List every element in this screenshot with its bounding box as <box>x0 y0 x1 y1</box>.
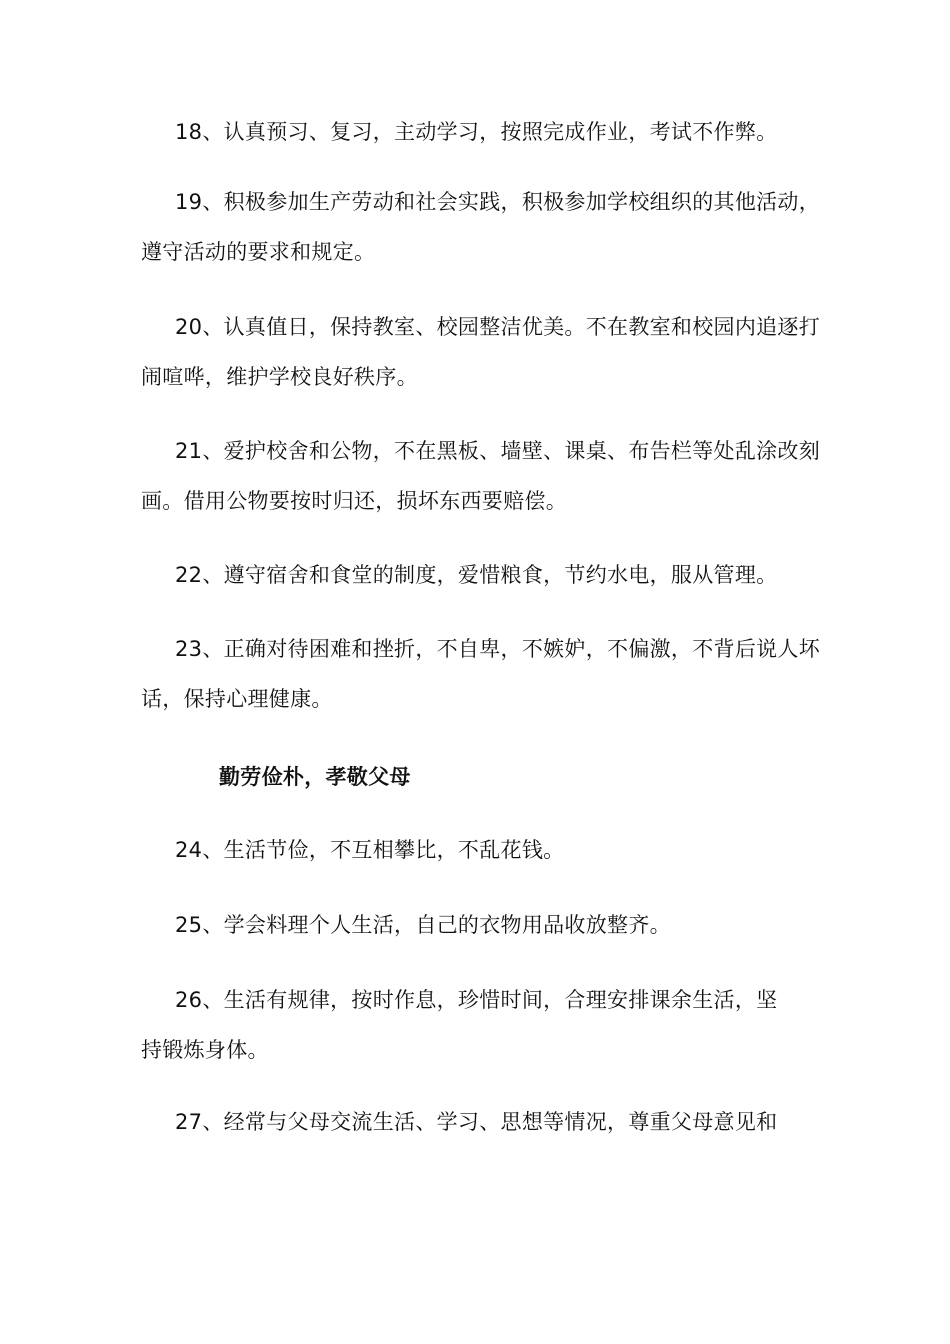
item-22-line-1: 22、遵守宿舍和食堂的制度，爱惜粮食，节约水电，服从管理。 <box>175 563 778 587</box>
item-20-line-2: 闹喧哗，维护学校良好秩序。 <box>141 365 418 389</box>
item-21-line-2: 画。借用公物要按时归还，损坏东西要赔偿。 <box>141 489 567 513</box>
item-19-line-2: 遵守活动的要求和规定。 <box>141 240 376 264</box>
item-19-line-1: 19、积极参加生产劳动和社会实践，积极参加学校组织的其他活动， <box>175 190 821 214</box>
item-20-line-1: 20、认真值日，保持教室、校园整洁优美。不在教室和校园内追逐打 <box>175 315 821 339</box>
item-25-line-1: 25、学会料理个人生活，自己的衣物用品收放整齐。 <box>175 913 671 937</box>
item-18-line-1: 18、认真预习、复习，主动学习，按照完成作业，考试不作弊。 <box>175 120 778 144</box>
item-27-line-1: 27、经常与父母交流生活、学习、思想等情况，尊重父母意见和 <box>175 1110 778 1134</box>
item-23-line-1: 23、正确对待困难和挫折，不自卑，不嫉妒，不偏激，不背后说人坏 <box>175 637 821 661</box>
item-26-line-2: 持锻炼身体。 <box>141 1038 269 1062</box>
item-26-line-1: 26、生活有规律，按时作息，珍惜时间，合理安排课余生活，坚 <box>175 988 778 1012</box>
item-23-line-2: 话，保持心理健康。 <box>141 687 333 711</box>
item-24-line-1: 24、生活节俭，不互相攀比，不乱花钱。 <box>175 838 565 862</box>
item-21-line-1: 21、爱护校舍和公物，不在黑板、墙壁、课桌、布告栏等处乱涂改刻 <box>175 439 821 463</box>
section-heading: 勤劳俭朴，孝敬父母 <box>219 765 411 789</box>
